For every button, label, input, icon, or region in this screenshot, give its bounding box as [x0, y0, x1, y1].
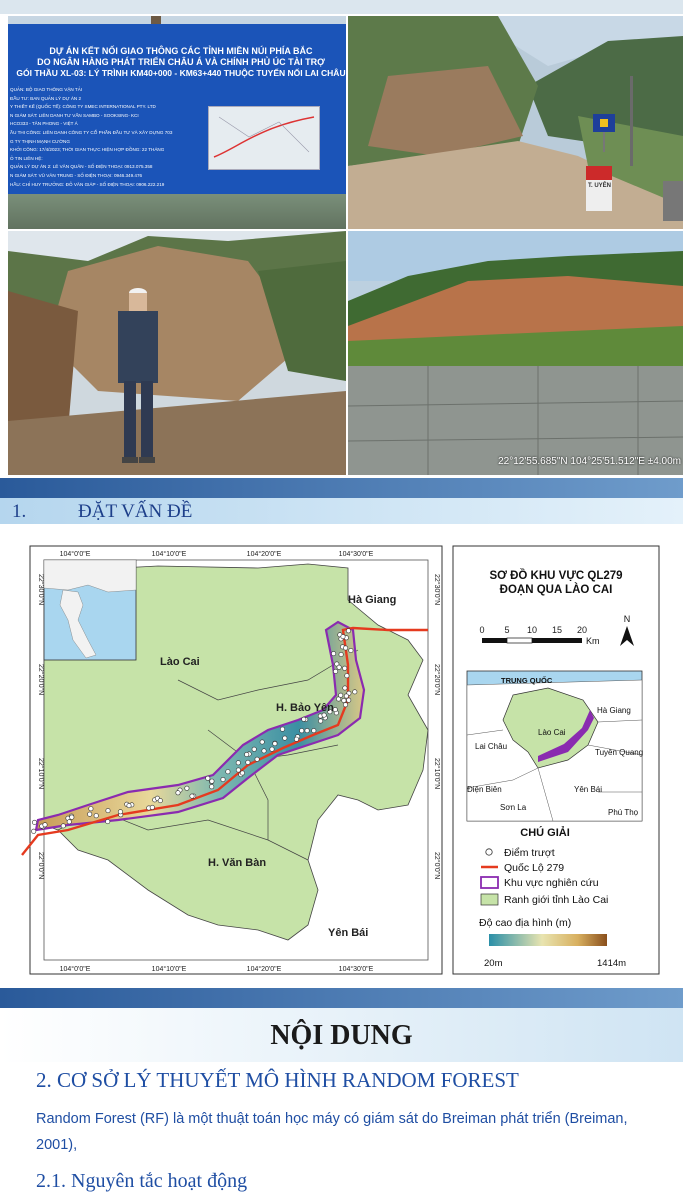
landslide-point	[342, 698, 346, 702]
bottom-tick-label: 104°0'0"E	[59, 966, 91, 973]
scale-seg-1	[482, 638, 507, 643]
inset-trung-quoc: TRUNG QUỐC	[501, 676, 553, 685]
landslide-point	[343, 646, 347, 650]
scale-tick-label: 10	[526, 625, 538, 635]
bottom-tick-label: 104°30'0"E	[338, 966, 374, 973]
top-tick-label: 104°20'0"E	[246, 551, 282, 558]
landslide-point	[118, 810, 122, 814]
legend-title: CHÚ GIẢI	[520, 827, 570, 839]
landslide-point	[346, 629, 350, 633]
landslide-point	[206, 776, 210, 780]
landslide-point	[210, 779, 214, 783]
landslide-point	[226, 770, 230, 774]
landslide-point	[260, 740, 264, 744]
section1-header	[0, 498, 683, 524]
label-ha-giang: Hà Giang	[348, 594, 397, 606]
sign-detail-line: Y THIẾT KẾ (QUỐC TẾ): CÔNG TY SMEC INTERNATIONAL PTY. LTD	[10, 104, 156, 110]
top-tick-label: 104°0'0"E	[59, 551, 91, 558]
landslide-person-photo	[8, 231, 346, 475]
scale-tick-label: 0	[479, 625, 485, 635]
landslide-point	[343, 703, 347, 707]
sign-foreground-grass	[8, 194, 346, 229]
content-heading: NỘI DUNG	[270, 1020, 413, 1051]
scale-tick-label: 20	[576, 625, 588, 635]
landslide-point	[70, 815, 74, 819]
bottom-tick-label: 104°10'0"E	[151, 966, 187, 973]
landslide-person-scene	[8, 231, 346, 475]
landslide-point	[67, 820, 71, 824]
right-tick-label: 22°30'0"N	[433, 574, 440, 606]
sign-title-line2: DO NGÂN HÀNG PHÁT TRIỂN CHÂU Á VÀ CHÍNH PHỦ ÚC TÀI TRỢ	[37, 57, 325, 67]
landslide-point	[331, 651, 335, 655]
scale-tick-label: 15	[551, 625, 563, 635]
landslide-point	[236, 768, 240, 772]
sign-detail-line: HCO333 - TÂN PHONG - VIỆT Á	[10, 121, 78, 127]
inset-son-la: Sơn La	[500, 803, 527, 812]
landslide-point	[150, 805, 154, 809]
section21-title: 2.1. Nguyên tắc hoạt động	[36, 1170, 248, 1192]
sign-detail-line: G TY THỊNH MẠNH CƯỜNG	[10, 138, 70, 144]
label-van-ban: H. Văn Bàn	[208, 857, 267, 869]
inset-tuyen-quang: Tuyên Quang	[595, 748, 644, 757]
map-title-line2: ĐOẠN QUA LÀO CAI	[499, 584, 613, 596]
scale-seg-2	[507, 638, 532, 643]
legend-item-1: Điểm trượt	[504, 847, 555, 859]
landslide-point	[339, 652, 343, 656]
elevation-max: 1414m	[597, 958, 627, 969]
landslide-point	[127, 803, 131, 807]
road-marker-label: T. UYÊN	[588, 183, 612, 189]
landslide-point	[262, 749, 266, 753]
inset-lao-cai: Lào Cai	[538, 728, 566, 737]
landslide-point	[344, 694, 348, 698]
project-sign	[8, 24, 346, 194]
landslide-point	[94, 814, 98, 818]
landslide-point	[343, 686, 347, 690]
landslide-point	[255, 757, 259, 761]
right-tick-label: 22°10'0"N	[433, 758, 440, 790]
landslide-point	[270, 747, 274, 751]
landslide-point	[106, 819, 110, 823]
landslide-point	[300, 729, 304, 733]
map-svg	[8, 530, 683, 980]
landslide-point	[43, 823, 47, 827]
legend-item-3: Khu vực nghiên cứu	[504, 877, 599, 889]
inset-dien-bien: Điện Biên	[467, 785, 502, 794]
left-tick-label: 22°0'0"N	[37, 852, 44, 880]
landslide-point	[158, 798, 162, 802]
sign-detail-line: ĐẦU TƯ: BAN QUẢN LÝ DỰ ÁN 2	[10, 95, 82, 101]
legend-point-symbol	[486, 849, 492, 855]
map-figure	[8, 530, 683, 980]
elevation-min: 20m	[484, 958, 503, 969]
slope-wall-photo	[348, 231, 683, 475]
landslide-point	[210, 785, 214, 789]
landslide-point	[32, 820, 36, 824]
landslide-point	[245, 752, 249, 756]
landslide-point	[252, 747, 256, 751]
section-band-bottom	[0, 988, 683, 1008]
landslide-point	[283, 736, 287, 740]
left-tick-label: 22°10'0"N	[37, 758, 44, 790]
sign-detail-line: ẦU THI CÔNG: LIÊN DANH CÔNG TY CỔ PHẦN ĐẦU TƯ VÀ XÂY DỰNG 703	[10, 129, 173, 135]
sign-detail-line: HẦU: CHỈ HUY TRƯỞNG: ĐỖ VĂN GIÁP - SỐ ĐIỆN THOẠI: 0906.222.219	[10, 181, 165, 187]
project-sign-photo	[8, 16, 346, 229]
mountain-road-photo	[348, 16, 683, 229]
slope-wall-scene	[348, 231, 683, 475]
legend-item-4: Ranh giới tỉnh Lào Cai	[504, 894, 609, 906]
section-band-top	[0, 478, 683, 498]
landslide-point	[106, 808, 110, 812]
section1-number: 1.	[12, 501, 27, 522]
inset-yen-bai: Yên Bái	[574, 785, 603, 794]
scale-seg-3	[532, 638, 582, 643]
landslide-point	[347, 698, 351, 702]
top-strip	[0, 0, 683, 14]
section1-title: ĐẶT VẤN ĐỀ	[78, 501, 193, 522]
label-yen-bai: Yên Bái	[328, 927, 369, 939]
landslide-point	[176, 791, 180, 795]
landslide-point	[318, 719, 322, 723]
landslide-point	[280, 727, 284, 731]
landslide-point	[88, 812, 92, 816]
landslide-point	[302, 717, 306, 721]
inset-lai-chau: Lai Châu	[475, 742, 508, 751]
scale-unit: Km	[586, 636, 600, 646]
left-tick-label: 22°30'0"N	[37, 574, 44, 606]
section2-title: 2. CƠ SỞ LÝ THUYẾT MÔ HÌNH RANDOM FOREST	[36, 1068, 519, 1092]
sign-detail-line: QUẢN: BỘ GIAO THÔNG VẬN TẢI	[10, 87, 83, 92]
sign-detail-line: Ỏ TIN LIÊN HỆ:	[10, 155, 43, 161]
elevation-bar	[489, 934, 607, 946]
top-tick-label: 104°30'0"E	[338, 551, 374, 558]
landslide-point	[294, 737, 298, 741]
bottom-tick-label: 104°20'0"E	[246, 966, 282, 973]
landslide-point	[89, 807, 93, 811]
landslide-point	[240, 771, 244, 775]
landslide-point	[333, 669, 337, 673]
landslide-point	[32, 829, 36, 833]
sign-title-line3: GÓI THẦU XL-03: LÝ TRÌNH KM40+000 - KM63+440 THUỘC TUYẾN NỐI LAI CHÂU	[16, 68, 346, 78]
legend-elevation-title: Độ cao địa hình (m)	[479, 917, 572, 929]
section2-paragraph: Random Forest (RF) là một thuật toán học máy có giám sát do Breiman phát triển (Breiman, 2001),	[36, 1111, 628, 1153]
legend-province-symbol	[481, 894, 498, 905]
north-label: N	[623, 614, 631, 624]
landslide-point	[61, 824, 65, 828]
landslide-point	[185, 786, 189, 790]
legend-item-2: Quốc Lộ 279	[504, 862, 565, 874]
left-tick-label: 22°20'0"N	[37, 664, 44, 696]
sign-detail-line: QUẢN LÝ DỰ ÁN 2: LÊ VĂN QUÂN - SỐ ĐIỆN THOẠI: 0913.075.358	[10, 164, 153, 170]
landslide-point	[273, 741, 277, 745]
sign-detail-line: KHỞI CÔNG: 17/4/2023; THỜI GIAN THỰC HIỆN HỢP ĐỒNG: 22 THÁNG	[10, 147, 165, 153]
landslide-point	[345, 674, 349, 678]
sign-detail-lines	[10, 86, 206, 189]
landslide-point	[343, 666, 347, 670]
landslide-point	[312, 728, 316, 732]
sign-detail-line: N GIÁM SÁT: LIÊN DANH TƯ VẤN SAMBO - SOOKSING- KCI	[10, 112, 139, 118]
label-bao-yen: H. Bảo Yên	[276, 702, 334, 714]
mountain-road-scene	[348, 16, 683, 229]
inset-ha-giang: Hà Giang	[597, 706, 631, 715]
landslide-point	[221, 777, 225, 781]
label-lao-cai: Lào Cai	[160, 656, 200, 668]
landslide-point	[341, 634, 345, 638]
sign-route-map-drawing	[209, 107, 319, 169]
landslide-point	[236, 761, 240, 765]
sign-route-map	[208, 106, 320, 170]
gps-stamp: 22°12'55.685"N 104°25'51.512"E ±4.00m	[498, 456, 681, 467]
landslide-point	[353, 690, 357, 694]
landslide-point	[190, 794, 194, 798]
legend-study-symbol	[481, 877, 498, 888]
landslide-point	[339, 693, 343, 697]
sign-detail-line: N GIÁM SÁT: VŨ VĂN TRUNG - SỐ ĐIỆN THOẠI: 0946.349.476	[10, 172, 143, 178]
scale-tick-label: 5	[504, 625, 510, 635]
landslide-point	[337, 665, 341, 669]
inset-phu-tho: Phú Thọ	[608, 808, 639, 817]
landslide-point	[305, 728, 309, 732]
right-tick-label: 22°0'0"N	[433, 852, 440, 880]
right-tick-label: 22°20'0"N	[433, 664, 440, 696]
sign-title-line1: DỰ ÁN KẾT NỐI GIAO THÔNG CÁC TỈNH MIỀN NÚI PHÍA BẮC	[49, 46, 313, 56]
landslide-point	[246, 760, 250, 764]
map-title-line1: SƠ ĐỒ KHU VỰC QL279	[489, 570, 623, 582]
landslide-point	[349, 648, 353, 652]
top-tick-label: 104°10'0"E	[151, 551, 187, 558]
